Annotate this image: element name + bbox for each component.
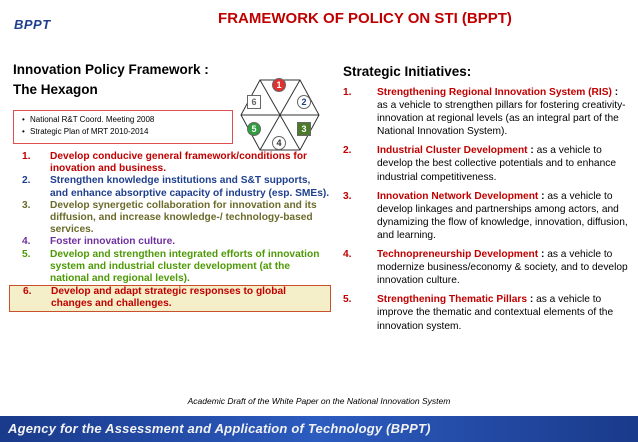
left-heading — [13, 60, 253, 100]
initiative-number: 5. — [343, 294, 352, 306]
policy-item-6 — [9, 285, 331, 311]
initiative-number: 1. — [343, 87, 352, 98]
footer-text: Agency for the Assessment and Application of Technology (BPPT) — [8, 421, 431, 436]
policy-number: 2. — [22, 175, 31, 187]
strategic-initiatives-heading: Strategic Initiatives: — [343, 64, 472, 79]
policy-text: Develop and strengthen integrated efforts of innovation system and industrial cluster development (at the national and regional levels). — [50, 248, 320, 285]
initiative-description: as a vehicle to modernize business/economy & society, and to develop innovation culture. — [377, 249, 628, 287]
policy-text: Develop and adapt strategic responses to global changes and challenges. — [51, 286, 286, 310]
initiative-number: 4. — [343, 249, 352, 261]
initiative-item-4: 4. Technopreneurship Development : as a vehicle to modernize business/economy & society, and to develop innovation culture. — [343, 249, 628, 287]
hexagon-number-6: 6 — [247, 95, 261, 109]
policy-item-5 — [13, 249, 331, 286]
source-footnote: Academic Draft of the White Paper on the National Innovation System — [187, 396, 451, 406]
reference-box — [13, 110, 233, 144]
hexagon-number-4: 4 — [272, 136, 286, 150]
reference-item: • Strategic Plan of MRT 2010-2014 — [30, 126, 226, 138]
policy-number: 4. — [22, 236, 31, 248]
policy-item-2 — [13, 175, 331, 199]
policy-number: 6. — [23, 286, 32, 298]
left-heading-line2: The Hexagon — [13, 82, 98, 97]
bppt-logo — [8, 13, 54, 35]
initiative-name: Innovation Network Development — [377, 190, 539, 202]
reference-item: • National R&T Coord. Meeting 2008 — [30, 114, 226, 126]
initiative-list — [343, 86, 631, 339]
policy-number: 3. — [22, 199, 31, 211]
policy-item-4 — [13, 236, 331, 248]
policy-item-3 — [13, 200, 331, 237]
page-title: FRAMEWORK OF POLICY ON STI (BPPT) — [218, 10, 512, 27]
left-heading-line1: Innovation Policy Framework : — [13, 62, 209, 77]
footer-bar — [0, 416, 638, 442]
initiative-name: Industrial Cluster Development — [377, 145, 528, 157]
hexagon-number-5: 5 — [247, 122, 261, 136]
initiative-name: Technopreneurship Development — [377, 249, 539, 261]
initiative-description: as a vehicle to strengthen pillars for fostering creativity-innovation at regional levels (as an integral part of the National Innovation System). — [377, 100, 626, 138]
initiative-number: 2. — [343, 145, 352, 157]
initiative-item-2: 2. Industrial Cluster Development : as a vehicle to develop the best collective potentials and to enhance industrial competitiveness. — [343, 145, 617, 183]
initiative-item-1: 1. Strengthening Regional Innovation System (RIS) : as a vehicle to strengthen pillars for fostering creativity-innovation at regional levels (as an integral part of the National Innovation System). — [343, 87, 626, 138]
initiative-description: as a vehicle to improve the thematic and contextual elements of the innovation system. — [377, 294, 614, 332]
initiative-description: as a vehicle to develop linkages and partnerships among actors, and dynamizing the flow of knowledge, innovation, diffusion, and learning. — [377, 190, 628, 241]
logo-text: BPPT — [14, 17, 51, 32]
policy-number: 1. — [22, 151, 31, 162]
policy-item-1 — [13, 151, 331, 175]
hexagon-number-2: 2 — [297, 95, 311, 109]
policy-text: Strengthen knowledge institutions and S&T supports, and enhance absorptive capacity of industry (esp. SMEs). — [50, 175, 330, 199]
initiative-item-3: 3. Innovation Network Development : as a vehicle to develop linkages and partnerships among actors, and dynamizing the flow of knowledge, innovation, diffusion, and learning. — [343, 190, 628, 241]
hexagon-number-3: 3 — [297, 122, 311, 136]
hexagon-number-1: 1 — [272, 78, 286, 92]
policy-text: Develop synergetic collaboration for innovation and its diffusion, and increase knowledge-/ technology-based services. — [50, 199, 317, 236]
policy-text: Foster innovation culture. — [50, 236, 176, 248]
policy-list — [13, 151, 331, 312]
policy-text: Develop conducive general framework/conditions for inovation and business. — [50, 151, 308, 175]
initiative-item-5: 5. Strengthening Thematic Pillars : as a vehicle to improve the thematic and contextual elements of the innovation system. — [343, 294, 614, 332]
initiative-description: as a vehicle to develop the best collective potentials and to enhance industrial competitiveness. — [377, 145, 617, 183]
policy-number: 5. — [22, 248, 31, 260]
initiative-name: Strengthening Regional Innovation System (RIS) — [377, 87, 612, 98]
initiative-number: 3. — [343, 190, 352, 202]
hexagon-diagram — [240, 78, 320, 152]
initiative-name: Strengthening Thematic Pillars — [377, 294, 528, 306]
